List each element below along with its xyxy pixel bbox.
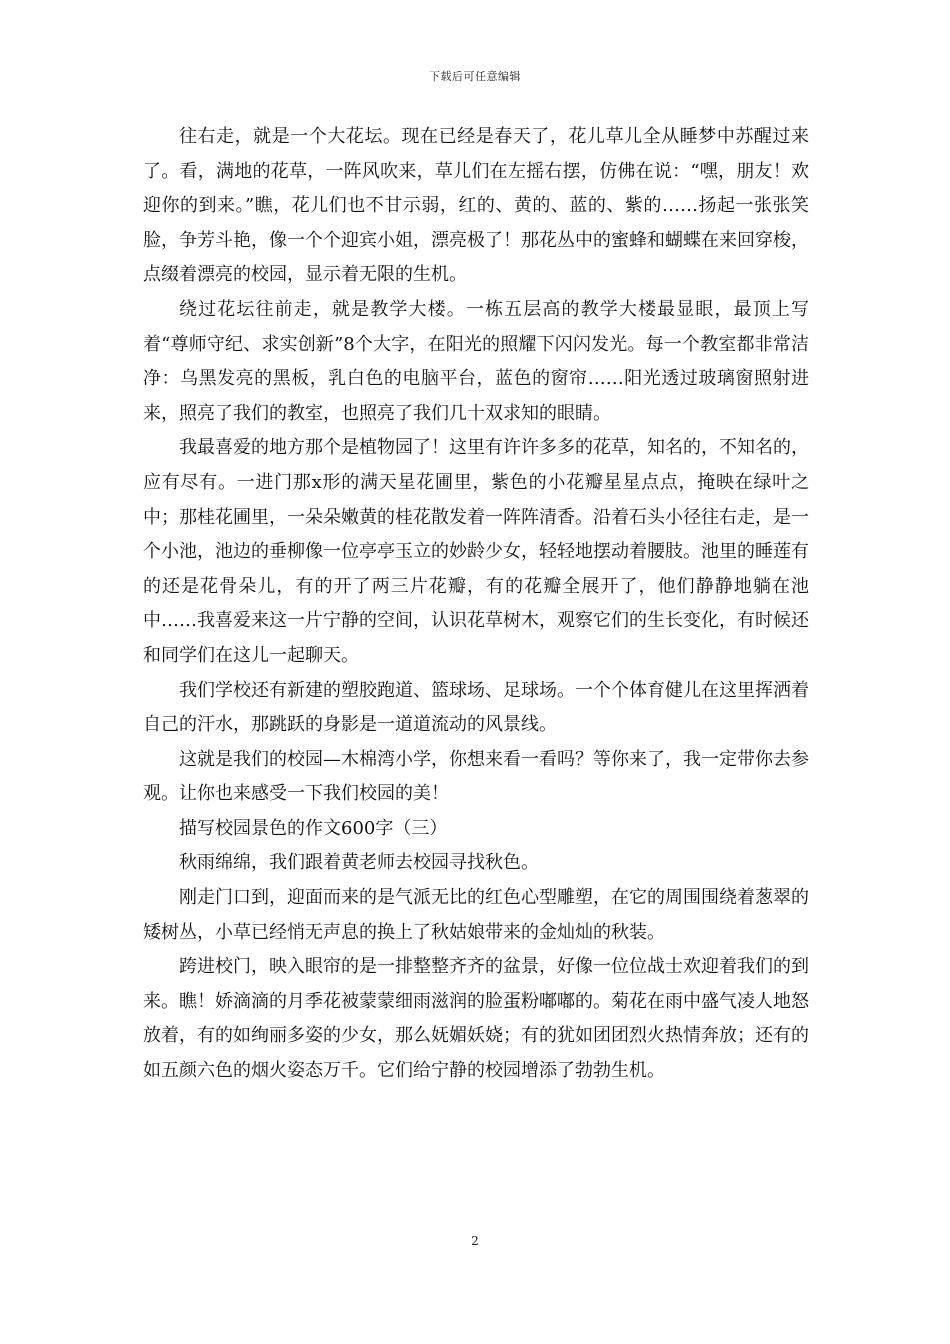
- paragraph-autumn-rain: 秋雨绵绵，我们跟着黄老师去校园寻找秋色。: [179, 852, 539, 874]
- document-body: [143, 120, 809, 1089]
- section-heading: 描写校园景色的作文600字（三）: [179, 817, 448, 839]
- paragraph-bonsai: 跨进校门，映入眼帘的是一排整整齐齐的盆景，好像一位位战士欢迎着我们的到来。瞧！娇滴滴的月季花被蒙蒙细雨滋润的脸蛋粉嘟嘟的。菊花在雨中盛气凌人地怒放着，有的如绚丽多姿的少女，那么妩媚妖娆；有的犹如团团烈火热情奔放；还有的如五颜六色的烟火姿态万千。它们给宁静的校园增添了勃勃生机。: [143, 956, 809, 1082]
- paragraph-invitation: 这就是我们的校园—木棉湾小学，你想来看一看吗？等你来了，我一定带你去参观。让你也来感受一下我们校园的美！: [143, 748, 809, 805]
- paragraph-flower-bed: 往右走，就是一个大花坛。现在已经是春天了，花儿草儿全从睡梦中苏醒过来了。看，满地的花草，一阵风吹来，草儿们在左摇右摆，仿佛在说：“嘿，朋友！欢迎你的到来。”瞧，花儿们也不甘示弱，红的、黄的、蓝的、紫的……扬起一张张笑脸，争芳斗艳，像一个个迎宾小姐，漂亮极了！那花丛中的蜜蜂和蝴蝶在来回穿梭，点缀着漂亮的校园，显示着无限的生机。: [143, 126, 809, 286]
- paragraph-entrance: 刚走门口到，迎面而来的是气派无比的红色心型雕塑，在它的周围围绕着葱翠的矮树丛，小草已经悄无声息的换上了秋姑娘带来的金灿灿的秋装。: [143, 887, 809, 943]
- paragraph-botanical-garden: 我最喜爱的地方那个是植物园了！这里有许许多多的花草，知名的，不知名的，应有尽有。一进门那x形的满天星花圃里，紫色的小花瓣星星点点，掩映在绿叶之中；那桂花圃里，一朵朵嫩黄的桂花散发着一阵阵清香。沿着石头小径往右走，是一个小池，池边的垂柳像一位亭亭玉立的妙龄少女，轻轻地摆动着腰肢。池里的睡莲有的还是花骨朵儿，有的开了两三片花瓣，有的花瓣全展开了，他们静静地躺在池中……我喜爱来这一片宁静的空间，认识花草树木，观察它们的生长变化，有时候还和同学们在这儿一起聊天。: [143, 437, 809, 666]
- paragraph-sports-field: 我们学校还有新建的塑胶跑道、篮球场、足球场。一个个体育健儿在这里挥洒着自己的汗水，那跳跃的身影是一道道流动的风景线。: [143, 679, 809, 736]
- paragraph-teaching-building: 绕过花坛往前走，就是教学大楼。一栋五层高的教学大楼最显眼，最顶上写着“尊师守纪、求实创新”8个大字，在阳光的照耀下闪闪发光。每一个教室都非常洁净：乌黑发亮的黑板，乳白色的电脑平台，蓝色的窗帘……阳光透过玻璃窗照射进来，照亮了我们的教室，也照亮了我们几十双求知的眼睛。: [143, 298, 809, 424]
- page-number: 2: [471, 1234, 479, 1248]
- page-header: 下载后可任意编辑: [429, 70, 521, 83]
